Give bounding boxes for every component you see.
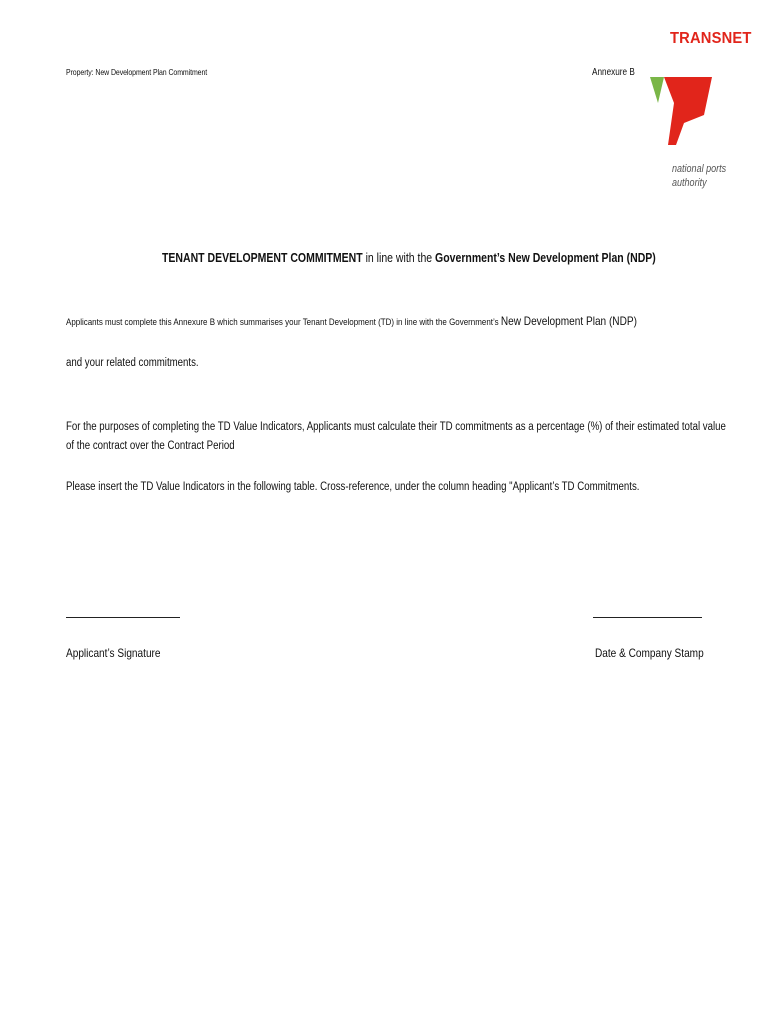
title-normal: in line with the: [362, 251, 436, 265]
logo-subtitle: [672, 162, 726, 190]
date-stamp-line: [593, 617, 702, 618]
applicant-signature-label: Applicant’s Signature: [66, 646, 161, 660]
property-header: Property: New Development Plan Commitment: [66, 67, 208, 77]
logo-sub-line-1: national ports: [672, 163, 727, 175]
instruction-paragraph-4: Please insert the TD Value Indicators in the following table. Cross-reference, under the column heading "Applicant’s TD Commitments.: [66, 481, 640, 493]
title-bold-2: Government’s New Development Plan (NDP): [435, 251, 656, 265]
p1-large-text: New Development Plan (NDP): [500, 314, 637, 328]
transnet-logo-icon: [650, 75, 714, 152]
instruction-paragraph-3: [66, 418, 726, 456]
annexure-label: Annexure B: [592, 67, 635, 78]
signature-line: [66, 617, 180, 618]
title-bold-1: TENANT DEVELOPMENT COMMITMENT: [162, 251, 363, 265]
date-company-stamp-label: Date & Company Stamp: [595, 646, 704, 660]
document-title: [162, 251, 656, 265]
p1-small-text: Applicants must complete this Annexure B which summarises your Tenant Development (TD) in line with the Government’s: [66, 317, 501, 328]
instruction-paragraph-1: [66, 314, 637, 328]
transnet-wordmark: [670, 30, 752, 48]
wordmark-text: TRANSNET: [670, 30, 752, 47]
logo-sub-line-2: authority: [672, 177, 707, 189]
instruction-paragraph-2: and your related commitments.: [66, 357, 199, 369]
p3-line-1: For the purposes of completing the TD Value Indicators, Applicants must calculate their TD commitments as a percentage (%) of their estimated total value: [66, 421, 726, 433]
p3-line-2: of the contract over the Contract Period: [66, 440, 235, 452]
